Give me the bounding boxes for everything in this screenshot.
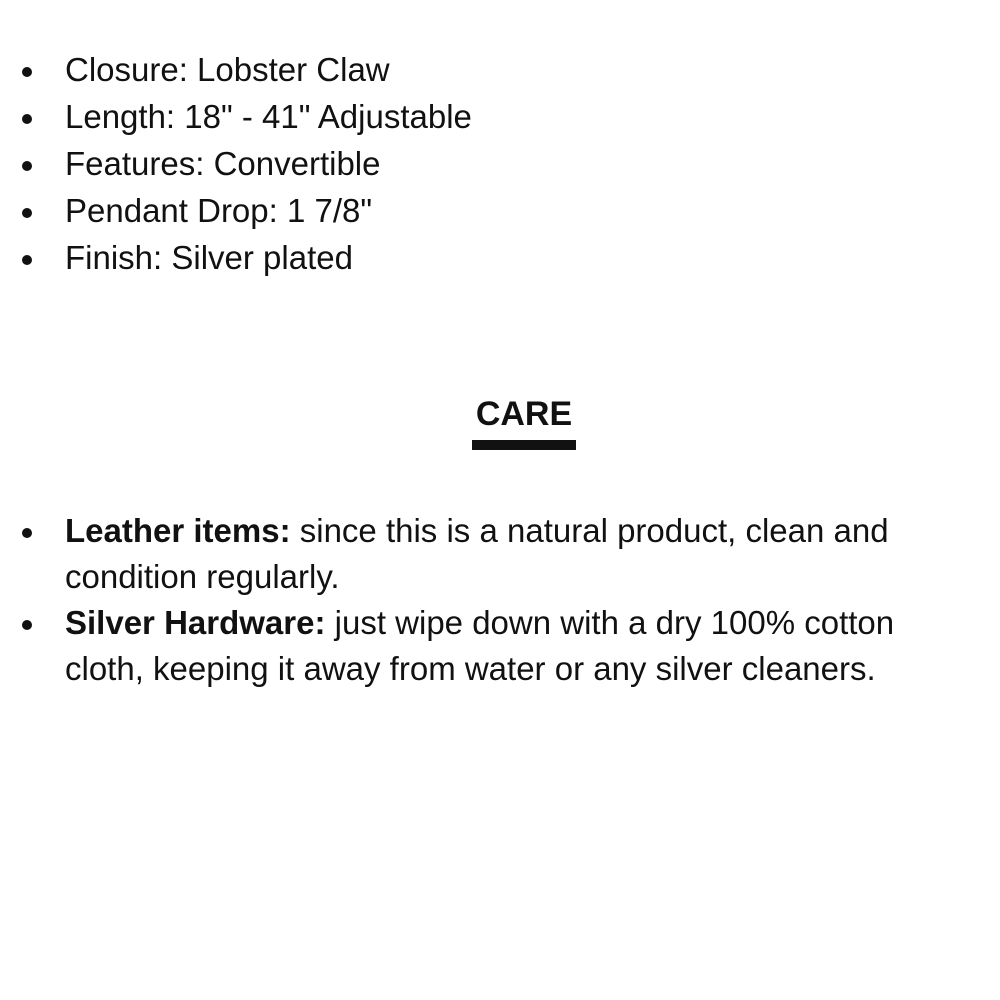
care-item-label: Leather items:	[65, 512, 291, 549]
spec-item	[0, 93, 1000, 140]
care-instructions-list	[0, 508, 1000, 692]
spec-text: Closure: Lobster Claw	[65, 51, 390, 88]
bullet-icon	[22, 208, 32, 218]
bullet-icon	[22, 67, 32, 77]
spec-item	[0, 46, 1000, 93]
bullet-icon	[22, 114, 32, 124]
care-heading-text: CARE	[472, 392, 576, 450]
spec-text: Finish: Silver plated	[65, 239, 353, 276]
bullet-icon	[22, 620, 32, 630]
spec-item	[0, 234, 1000, 281]
product-specs-list	[0, 46, 1000, 281]
bullet-icon	[22, 255, 32, 265]
care-item-text: just wipe down with a dry 100% cotton cloth, keeping it away from water or any silver cleaners.	[65, 604, 895, 687]
care-item-leather	[0, 508, 1000, 600]
care-item-silver-hardware	[0, 600, 1000, 692]
care-item-text: since this is a natural product, clean and condition regularly.	[65, 512, 889, 595]
bullet-icon	[22, 161, 32, 171]
bullet-icon	[22, 528, 32, 538]
spec-item	[0, 140, 1000, 187]
spec-text: Pendant Drop: 1 7/8"	[65, 192, 373, 229]
spec-item	[0, 187, 1000, 234]
care-item-label: Silver Hardware:	[65, 604, 326, 641]
spec-text: Length: 18" - 41" Adjustable	[65, 98, 472, 135]
care-section-heading	[0, 392, 1000, 450]
spec-text: Features: Convertible	[65, 145, 381, 182]
